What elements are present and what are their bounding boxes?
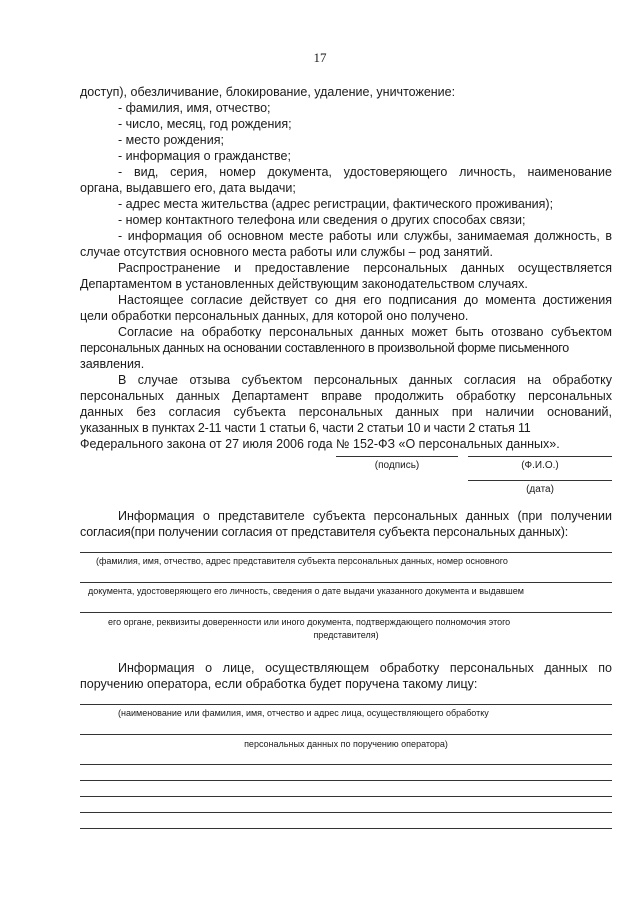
- fill-line: [80, 552, 612, 553]
- fill-line: [80, 812, 612, 813]
- fio-line: [468, 456, 612, 457]
- text-line: Департаментом в установленных действующим законодательством случаях.: [80, 277, 528, 291]
- list-item: - номер контактного телефона или сведения о других способах связи;: [118, 213, 526, 227]
- fill-line: [80, 612, 612, 613]
- fill-line: [80, 704, 612, 705]
- list-item: - число, месяц, год рождения;: [118, 117, 292, 131]
- paragraph-line: В случае отзыва субъектом персональных данных согласия на обработку: [118, 373, 612, 387]
- text-line: данных без согласия субъекта персональных данных при наличии оснований,: [80, 405, 612, 419]
- text-line: цели обработки персональных данных, для которой оно получено.: [80, 309, 469, 323]
- field-hint: (фамилия, имя, отчество, адрес представителя субъекта персональных данных, номер основного: [96, 556, 508, 566]
- text-line: указанных в пунктах 2-11 части 1 статьи 6, части 2 статьи 10 и части 2 статья 11: [80, 421, 531, 435]
- fill-line: [80, 796, 612, 797]
- text-line: персональных данных на основании составленного в произвольной форме письменного: [80, 341, 569, 355]
- paragraph-line: Распространение и предоставление персональных данных осуществляется: [118, 261, 612, 275]
- fio-label: (Ф.И.О.): [521, 460, 559, 471]
- date-label: (дата): [526, 484, 554, 495]
- processor-heading: поручению оператора, если обработка будет поручена такому лицу:: [80, 677, 478, 691]
- field-hint: представителя): [313, 630, 379, 640]
- list-item: - информация об основном месте работы или службы, занимаемая должность, в: [118, 229, 612, 243]
- text-line: органа, выдавшего его, дата выдачи;: [80, 181, 296, 195]
- representative-heading: Информация о представителе субъекта персональных данных (при получении: [118, 509, 612, 523]
- fill-line: [80, 734, 612, 735]
- field-hint: документа, удостоверяющего его личность, сведения о дате выдачи указанного документа и выдавшем: [88, 586, 524, 596]
- text-line: случае отсутствия основного места работы или службы – род занятий.: [80, 245, 493, 259]
- text-line: персональных данных Департамент вправе продолжить обработку персональных: [80, 389, 612, 403]
- text-line: заявления.: [80, 357, 145, 371]
- page-number: 17: [313, 50, 327, 65]
- field-hint: его органе, реквизиты доверенности или иного документа, подтверждающего полномочия этого: [108, 617, 511, 627]
- field-hint: персональных данных по поручению оператора): [244, 739, 448, 749]
- representative-heading: согласия(при получении согласия от представителя субъекта персональных данных):: [80, 525, 569, 539]
- list-item: - вид, серия, номер документа, удостоверяющего личность, наименование: [118, 165, 612, 179]
- fill-line: [80, 582, 612, 583]
- signature-label: (подпись): [374, 460, 420, 471]
- field-hint: (наименование или фамилия, имя, отчество и адрес лица, осуществляющего обработку: [118, 708, 489, 718]
- list-item: - место рождения;: [118, 133, 224, 147]
- fill-line: [80, 764, 612, 765]
- date-line: [468, 480, 612, 481]
- paragraph-line: Согласие на обработку персональных данных может быть отозвано субъектом: [118, 325, 612, 339]
- paragraph-line: Настоящее согласие действует со дня его подписания до момента достижения: [118, 293, 612, 307]
- text-line: доступ), обезличивание, блокирование, удаление, уничтожение:: [80, 85, 456, 99]
- list-item: - информация о гражданстве;: [118, 149, 291, 163]
- list-item: - фамилия, имя, отчество;: [118, 101, 271, 115]
- text-line: Федерального закона от 27 июля 2006 года № 152-ФЗ «О персональных данных».: [80, 437, 560, 451]
- list-item: - адрес места жительства (адрес регистрации, фактического проживания);: [118, 197, 554, 211]
- fill-line: [80, 828, 612, 829]
- signature-line: [336, 456, 458, 457]
- fill-line: [80, 780, 612, 781]
- processor-heading: Информация о лице, осуществляющем обработку персональных данных по: [118, 661, 612, 675]
